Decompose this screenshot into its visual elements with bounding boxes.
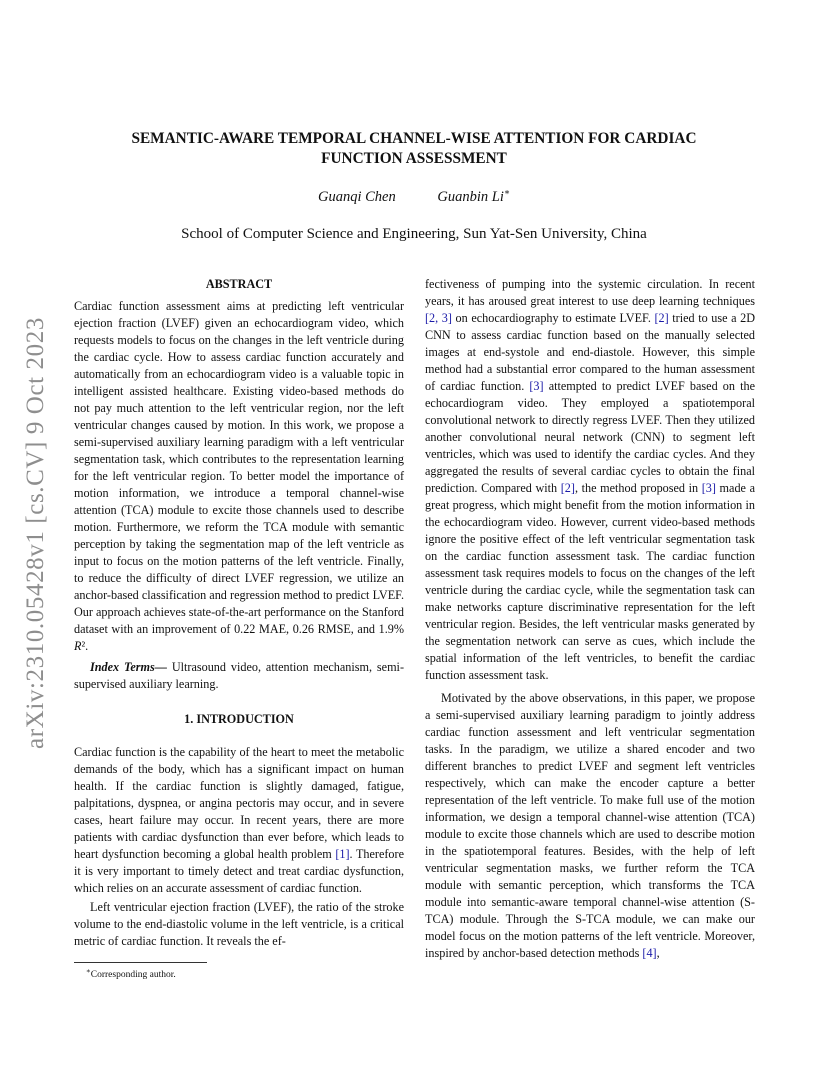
citation-link[interactable]: [3] xyxy=(701,481,716,495)
arxiv-side-label: arXiv:2310.05428v1 [cs.CV] 9 Oct 2023 xyxy=(22,317,49,749)
footnote-mark: ∗ xyxy=(86,967,91,975)
abstract-text: Cardiac function assessment aims at predicting left ventricular ejection fraction (LVEF) given an echocardiogram video, which requests models to focus on the changes in the left ventricle during the cardiac cycle. How to assess cardiac function accurately and automatically from an echocardiogram video is a valuable topic in intelligent assisted healthcare. Existing video-based methods do not pay much attention to the left ventricular region, nor the left ventricular changes caused by motion. In this work, we propose a semi-supervised auxiliary learning paradigm with a left ventricular segmentation task, which contributes to the representation learning for the left ventricular region. To better model the importance of motion information, we introduce a temporal channel-wise attention (TCA) module to excite those channels used to describe motion. Furthermore, we reform the TCA module with semantic perception by taking the segmentation map of the left ventricle as input to focus on the motion patterns of the left ventricle. Finally, to reduce the difficulty of direct LVEF regression, we utilize an anchor-based classification and regression method to predict LVEF. Our approach achieves state-of-the-art performance on the Stanford dataset with an improvement of 0.22 MAE, 0.26 RMSE, and 1.9% R². xyxy=(74,299,404,653)
abstract-heading: ABSTRACT xyxy=(205,277,273,291)
index-terms xyxy=(74,659,404,693)
citation-link[interactable]: [2, 3] xyxy=(425,311,452,325)
citation-link[interactable]: [4] xyxy=(642,946,657,960)
index-terms-label: Index Terms— xyxy=(90,660,167,674)
body-paragraph: Motivated by the above observations, in this paper, we propose a semi-supervised auxiliary learning paradigm to jointly address cardiac function assessment and left ventricular segmentation tasks. In the paradigm, we utilize a shared encoder and two different branches to predict LVEF and segment left ventricles respectively, which can make the encoder capture a better representation of the left ventricle. To make full use of the motion information, we design a temporal channel-wise attention (TCA) module to excite those channels which are used to describe motion in the spatiotemporal features. Besides, with the help of left ventricular segmentation masks, we further reform the TCA module with semantic perception, which transforms the TCA module into semantic-aware temporal channel-wise attention (S-TCA) module. Through the S-TCA module, we can make our model focus on the motion patterns of the left ventricle. Moreover, inspired by anchor-based detection methods [4], xyxy=(425,691,755,960)
introduction-heading: 1. INTRODUCTION xyxy=(184,712,294,726)
footnote xyxy=(86,967,176,980)
citation-link[interactable]: [2] xyxy=(560,481,575,495)
citation-link[interactable]: [1] xyxy=(335,847,350,861)
author-name: Guanqi Chen xyxy=(318,188,396,205)
paper-title: SEMANTIC-AWARE TEMPORAL CHANNEL-WISE ATTENTION FOR CARDIAC FUNCTION ASSESSMENT xyxy=(131,130,697,167)
footnote-text: Corresponding author. xyxy=(90,970,176,981)
right-column xyxy=(425,276,755,962)
author-affiliation: School of Computer Science and Engineering, Sun Yat-Sen University, China xyxy=(181,226,647,242)
author-list xyxy=(100,187,728,206)
index-terms-text: Ultrasound video, attention mechanism, semi-supervised auxiliary learning. xyxy=(74,660,404,691)
corresponding-author-mark: ∗ xyxy=(503,187,510,197)
introduction-paragraph: Left ventricular ejection fraction (LVEF), the ratio of the stroke volume to the end-diastolic volume in the left ventricle, is a critical metric of cardiac function. It reveals the ef- xyxy=(74,900,404,948)
citation-link[interactable]: [2] xyxy=(654,311,669,325)
body-paragraph: fectiveness of pumping into the systemic circulation. In recent years, it has aroused great interest to use deep learning techniques [2, 3] on echocardiography to estimate LVEF. [2] tried to use a 2D CNN to assess cardiac function based on the manually selected images at end-systole and end-diastole. However, this simple method had a substantial error compared to the human assessment of cardiac function. [3] attempted to predict LVEF based on the echocardiogram video. They employed a spatiotemporal convolutional network to directly regress LVEF. Then they utilized another convolutional neural network (CNN) to segment left ventricles, which was used to identify the cardiac cycles. And they aggregated the results of several cardiac cycles to obtain the final prediction. Compared with [2], the method proposed in [3] made a great progress, which might benefit from the motion information in the echocardiogram video. However, current video-based methods ignore the positive effect of the left ventricular segmentation task on the cardiac function assessment task. The cardiac function assessment task requires models to focus on the changes of the left ventricle during the cardiac cycle, while the segmentation task can make networks capture discriminative representation for the left ventricular region. Besides, the left ventricular masks generated by the segmentation network can serve as cues, which include the spatial information of the left ventricles, to benefit the cardiac function assessment task. xyxy=(425,277,756,682)
footnote-divider xyxy=(74,962,207,963)
left-column xyxy=(74,276,404,950)
citation-link[interactable]: [3] xyxy=(529,379,544,393)
introduction-paragraph: Cardiac function is the capability of the heart to meet the metabolic demands of the body, which has a significant impact on human health. If the cardiac function is slightly damaged, fatigue, palpitations, dyspnea, or angina pectoris may occur, and in severe cases, heart failure may occur. In recent years, there are more patients with cardiac dysfunction than ever before, which leads to heart dysfunction becoming a global health problem [1]. Therefore it is very important to timely detect and treat cardiac dysfunction, which relies on an accurate assessment of cardiac function. xyxy=(74,745,404,895)
author-name: Guanbin Li∗ xyxy=(437,187,510,205)
